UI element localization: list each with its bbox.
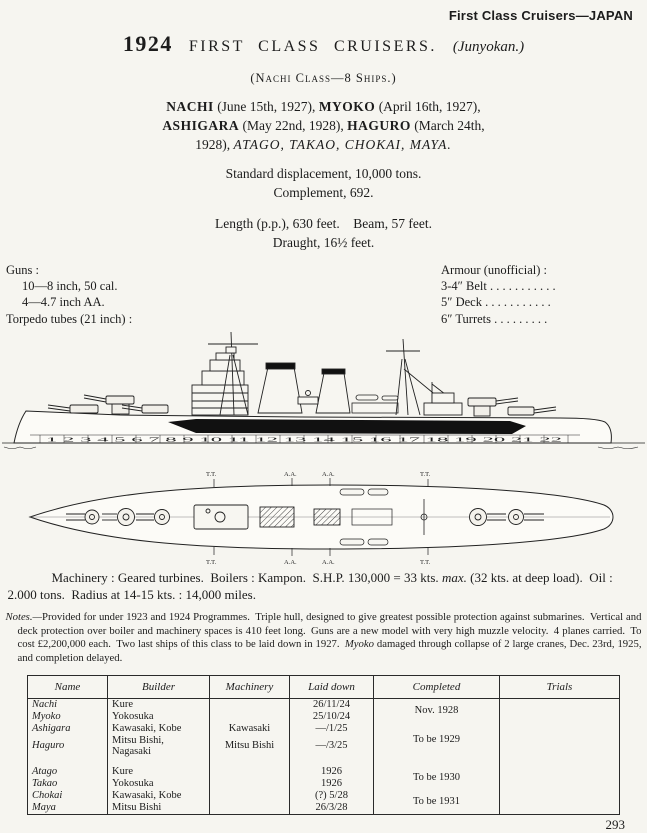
ship-date-myoko: (April 16th, 1927),: [375, 99, 481, 114]
cell-laid: 25/10/24: [290, 711, 374, 723]
length-beam-line: Length (p.p.), 630 feet. Beam, 57 feet.: [214, 215, 433, 231]
bridge-superstructure: [192, 353, 248, 415]
guns-heading: Guns :: [6, 262, 39, 277]
cell-completed: To be 1929: [374, 723, 500, 757]
armour-item: 5″ Deck . . . . . . . . . . .: [441, 295, 551, 310]
ship-profile-drawing: [0, 327, 647, 467]
machinery-paragraph: [8, 569, 640, 604]
tt-label: T.T.: [206, 558, 217, 566]
title-year: 1924: [122, 31, 173, 56]
cell-trials: [500, 790, 620, 815]
complement-line: Complement, 692.: [273, 185, 374, 201]
aa-label: A.A.: [284, 558, 297, 566]
aft-turrets: [468, 398, 556, 416]
cell-machinery: [210, 711, 290, 723]
cell-builder: Mitsu Bishi: [108, 802, 210, 815]
cell-name: Chokai: [28, 790, 108, 802]
cell-machinery: [210, 778, 290, 790]
armour-heading: Armour (unofficial) :: [441, 262, 547, 277]
ship-names-unbuilt: ATAGO, TAKAO, CHOKAI, MAYA.: [233, 136, 452, 152]
cell-machinery: Kawasaki: [210, 723, 290, 735]
stats-block: [0, 164, 647, 203]
cell-laid: 26/3/28: [290, 802, 374, 815]
hull-station-numbers: 1 2 3 4 5 6 7 8 9 10 11 12 13 14 15 16 17 18 19 20 21 22: [46, 437, 562, 444]
table-row: [28, 723, 620, 735]
page-title: FIRST CLASS CRUISERS.: [188, 38, 437, 55]
col-builder: Builder: [108, 675, 210, 698]
col-name: Name: [28, 675, 108, 698]
cell-machinery: [210, 766, 290, 778]
class-line: (Nachi Class—8 Ships.): [250, 71, 397, 85]
tt-label: T.T.: [206, 470, 217, 478]
ships-table: [27, 675, 620, 815]
cell-empty: [210, 757, 290, 766]
draught-line: Draught, 16½ feet.: [272, 235, 375, 251]
running-header: First Class Cruisers—JAPAN: [448, 8, 633, 23]
torpedo-tubes-line: Torpedo tubes (21 inch) :: [6, 311, 133, 326]
cell-laid: (?) 5/28: [290, 790, 374, 802]
notes-text: Provided for under 1923 and 1924 Programmes. Triple hull, designed to give greatest possible protection against submarines. Vertical and deck protection over boiler and machinery spaces is 410 feet long. Guns are a new model with very high muzzle velocity. 4 planes carried. To cost £2,200,000 each. Two last ships of this class to be laid down in 1927.: [17, 611, 642, 651]
table-row: [28, 698, 620, 711]
cell-empty: [28, 757, 108, 766]
displacement-line: Standard displacement, 10,000 tons.: [225, 165, 422, 181]
cell-builder: Kawasaki, Kobe: [108, 790, 210, 802]
cell-builder: Yokosuka: [108, 778, 210, 790]
cell-empty: [108, 757, 210, 766]
cell-name: Nachi: [28, 698, 108, 711]
col-trials: Trials: [500, 675, 620, 698]
funnels: [258, 363, 350, 413]
cell-name: Haguro: [28, 735, 108, 757]
ship-name-ashigara: ASHIGARA: [162, 117, 240, 133]
boat-deck: [352, 395, 398, 413]
title-row: [0, 31, 647, 57]
cell-machinery: Mitsu Bishi: [210, 735, 290, 757]
cell-empty: [290, 757, 374, 766]
machinery-text: (32 kts. at deep load). Oil : 2.000 tons. Radius at 14-15 kts. : 14,000 miles.: [7, 569, 613, 603]
cell-builder: Mitsu Bishi, Nagasaki: [108, 735, 210, 757]
cell-machinery: [210, 802, 290, 815]
cell-name: Myoko: [28, 711, 108, 723]
armour-belt: [168, 419, 526, 434]
cell-trials: [500, 723, 620, 757]
ship-list: [146, 98, 502, 155]
col-machinery: Machinery: [210, 675, 290, 698]
fore-turrets: [48, 395, 168, 414]
cell-completed: To be 1931: [374, 790, 500, 815]
ship-name-haguro: HAGURO: [347, 117, 411, 133]
tt-label: T.T.: [420, 470, 431, 478]
cell-builder: Yokosuka: [108, 711, 210, 723]
aa-label: A.A.: [284, 470, 297, 478]
dimensions-block: [0, 214, 647, 253]
ship-date-ashigara: (May 22nd, 1928),: [239, 117, 348, 133]
armour-item: 3-4″ Belt . . . . . . . . . . .: [441, 279, 556, 294]
table-header-row: [28, 675, 620, 698]
cell-trials: [500, 698, 620, 723]
plan-bridge: [194, 505, 248, 529]
aa-label: A.A.: [322, 470, 335, 478]
specs-row: [0, 262, 647, 327]
ship-date-nachi: (June 15th, 1927),: [213, 99, 319, 114]
table-spacer-row: [28, 757, 620, 766]
ship-plan-drawing: [0, 467, 647, 567]
notes-paragraph: [6, 611, 642, 666]
notes-myoko: Myoko: [344, 638, 374, 651]
cell-empty: [500, 757, 620, 766]
guns-item: 10—8 inch, 50 cal.: [22, 279, 118, 294]
col-laid-down: Laid down: [290, 675, 374, 698]
armour-item: 6″ Turrets . . . . . . . . .: [441, 311, 548, 326]
table-row: [28, 790, 620, 802]
cell-machinery: [210, 698, 290, 711]
notes-text: damaged through collapse of 2 large cranes, Dec. 23rd, 1925, and completion delayed.: [17, 638, 642, 665]
ship-name-nachi: NACHI: [166, 99, 214, 114]
aa-label: A.A.: [322, 558, 335, 566]
cell-empty: [374, 757, 500, 766]
cell-name: Maya: [28, 802, 108, 815]
cell-name: Atago: [28, 766, 108, 778]
armour-block: [441, 262, 641, 327]
cell-laid: 1926: [290, 778, 374, 790]
machinery-max: max.: [441, 569, 467, 585]
sea-line: [2, 443, 645, 449]
cell-laid: —/1/25: [290, 723, 374, 735]
table-row: [28, 766, 620, 778]
cell-name: Takao: [28, 778, 108, 790]
cell-trials: [500, 766, 620, 790]
cell-builder: Kure: [108, 698, 210, 711]
aft-superstructure: [424, 393, 462, 415]
cell-builder: Kawasaki, Kobe: [108, 723, 210, 735]
cell-laid: 26/11/24: [290, 698, 374, 711]
title-subtitle: (Junyokan.): [452, 39, 525, 55]
page-number: 293: [605, 816, 625, 832]
machinery-text: Machinery : Geared turbines. Boilers : Kampon. S.H.P. 130,000 = 33 kts.: [51, 569, 442, 585]
cell-machinery: [210, 790, 290, 802]
col-completed: Completed: [374, 675, 500, 698]
cell-completed: To be 1930: [374, 766, 500, 790]
notes-lead: Notes.—: [5, 611, 43, 624]
guns-item: 4—4.7 inch AA.: [22, 295, 105, 310]
cell-builder: Kure: [108, 766, 210, 778]
cell-completed: Nov. 1928: [374, 698, 500, 723]
cell-name: Ashigara: [28, 723, 108, 735]
ship-date-haguro: (March 24th, 1928),: [195, 117, 485, 152]
guns-block: [6, 262, 132, 327]
cell-laid: —/3/25: [290, 735, 374, 757]
ship-name-myoko: MYOKO: [318, 99, 376, 114]
tt-label: T.T.: [420, 558, 431, 566]
cell-laid: 1926: [290, 766, 374, 778]
